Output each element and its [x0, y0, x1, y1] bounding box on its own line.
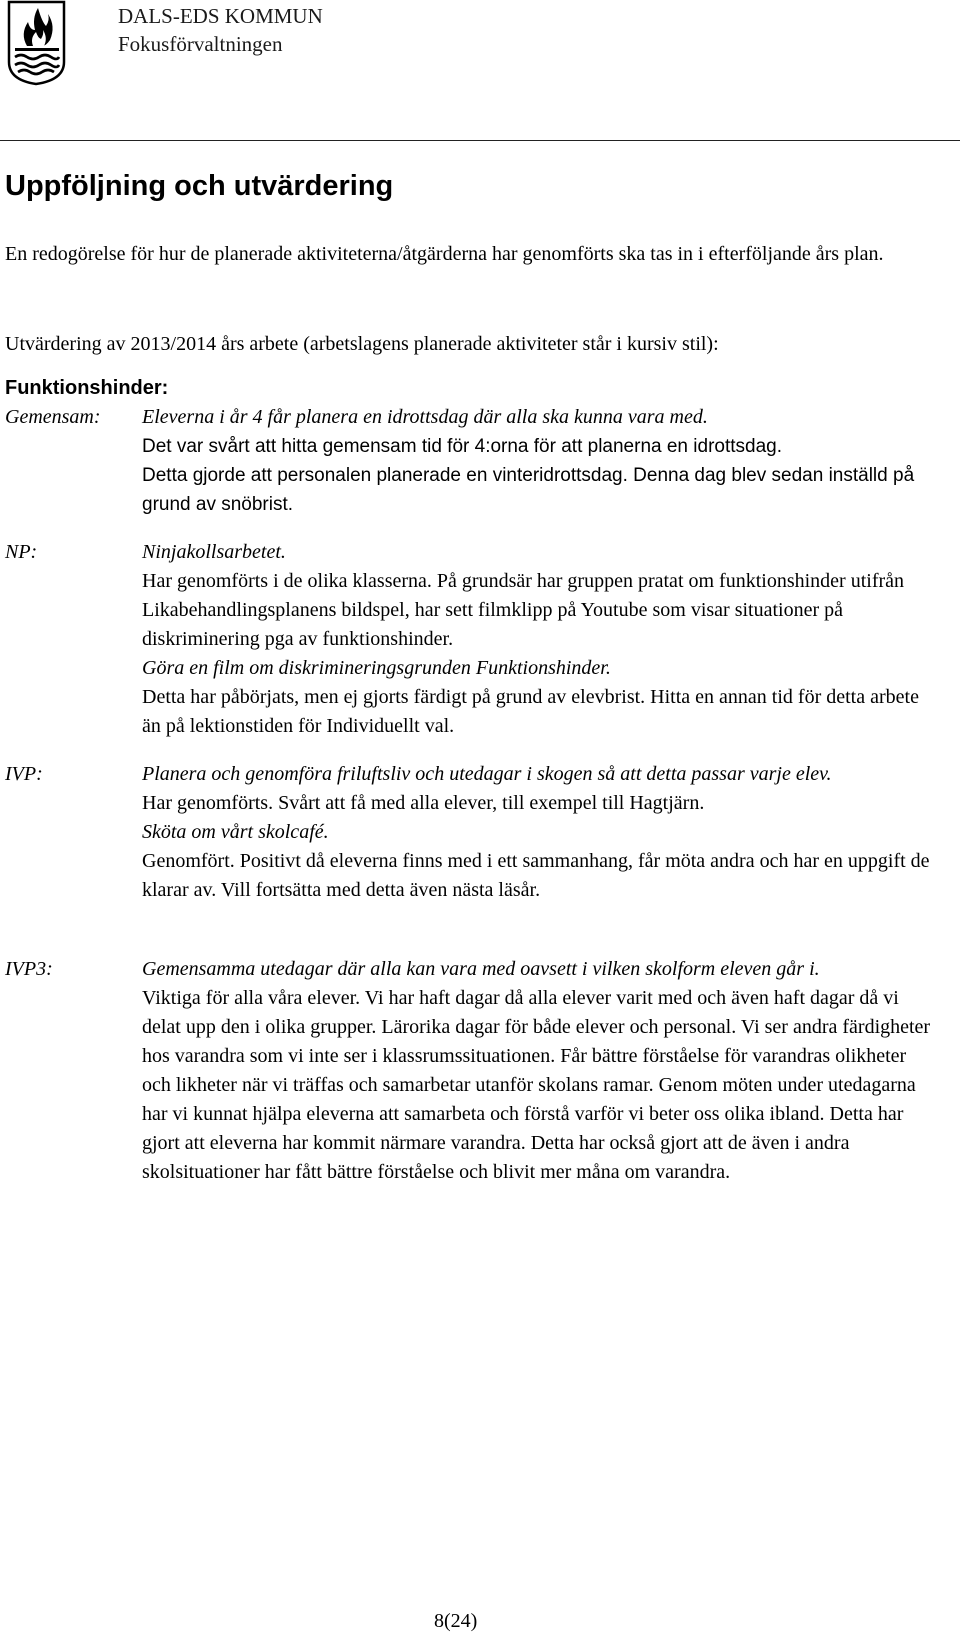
entry-label-ivp3: IVP3: [5, 958, 53, 980]
entry-gemensam [142, 403, 932, 519]
evaluation-line: Utvärdering av 2013/2014 års arbete (arbetslagens planerade aktiviteter står i kursiv stil): [5, 333, 719, 355]
header-divider [0, 140, 960, 141]
result-text: Har genomförts. Svårt att få med alla elever, till exempel till Hagtjärn. [142, 792, 705, 814]
planned-activity: Eleverna i år 4 får planera en idrottsdag där alla ska kunna vara med. [142, 406, 708, 428]
planned-activity: Sköta om vårt skolcafé. [142, 821, 329, 843]
result-text: Viktiga för alla våra elever. Vi har haft dagar då alla elever varit med och även haft dagar då vi delat upp den i olika grupper. Lärorika dagar för både elever och personal. Vi ser andra färdigheter hos varandra som vi inte ser i klassrumssituationen. Får bättre förståelse för varandras olikheter och likheter när vi träffas och samarbetar utanför skolans ramar. Genom möten under utedagarna har vi kunnat hjälpa eleverna att samarbeta och förstå varför vi beter oss olika ibland. Detta har gjort att eleverna har kommit närmare varandra. Detta har också gjort att de även i andra skolsituationer har fått bättre förståelse och blivit mer måna om varandra. [142, 987, 931, 1183]
organization-name [118, 2, 323, 58]
org-line1: DALS-EDS KOMMUN [118, 4, 323, 28]
section-heading: Funktionshinder: [5, 377, 169, 399]
planned-activity: Gemensamma utedagar där alla kan vara med oavsett i vilken skolform eleven går i. [142, 958, 820, 980]
page-number: 8(24) [434, 1610, 478, 1632]
entry-label-gemensam: Gemensam: [5, 406, 101, 428]
page-title: Uppföljning och utvärdering [5, 170, 394, 202]
intro-paragraph: En redogörelse för hur de planerade aktiviteterna/åtgärderna har genomförts ska tas in i efterföljande års plan. [5, 243, 884, 265]
entry-ivp [142, 760, 932, 905]
result-text: Det var svårt att hitta gemensam tid för 4:orna för att planerna en idrottsdag. [142, 436, 782, 457]
result-text: Detta har påbörjats, men ej gjorts färdigt på grund av elevbrist. Hitta en annan tid för detta arbete än på lektionstiden för Individuellt val. [142, 686, 919, 737]
entry-label-np: NP: [5, 541, 38, 563]
entry-ivp3 [142, 955, 932, 1187]
entry-np [142, 538, 932, 741]
planned-activity: Planera och genomföra friluftsliv och utedagar i skogen så att detta passar varje elev. [142, 763, 832, 785]
result-text: Genomfört. Positivt då eleverna finns med i ett sammanhang, får möta andra och har en uppgift de klarar av. Vill fortsätta med detta även nästa läsår. [142, 850, 930, 901]
result-text: Har genomförts i de olika klasserna. På grundsär har gruppen pratat om funktionshinder utifrån Likabehandlingsplanens bildspel, har sett filmklipp på Youtube som visar situationer på diskriminering pga av funktionshinder. [142, 570, 905, 650]
org-line2: Fokusförvaltningen [118, 32, 283, 56]
planned-activity: Ninjakollsarbetet. [142, 541, 286, 563]
entry-label-ivp: IVP: [5, 763, 43, 785]
result-text: Detta gjorde att personalen planerade en vinteridrottsdag. Denna dag blev sedan inställd på grund av snöbrist. [142, 465, 915, 515]
municipality-crest-icon [6, 0, 100, 86]
planned-activity: Göra en film om diskrimineringsgrunden Funktionshinder. [142, 657, 611, 679]
